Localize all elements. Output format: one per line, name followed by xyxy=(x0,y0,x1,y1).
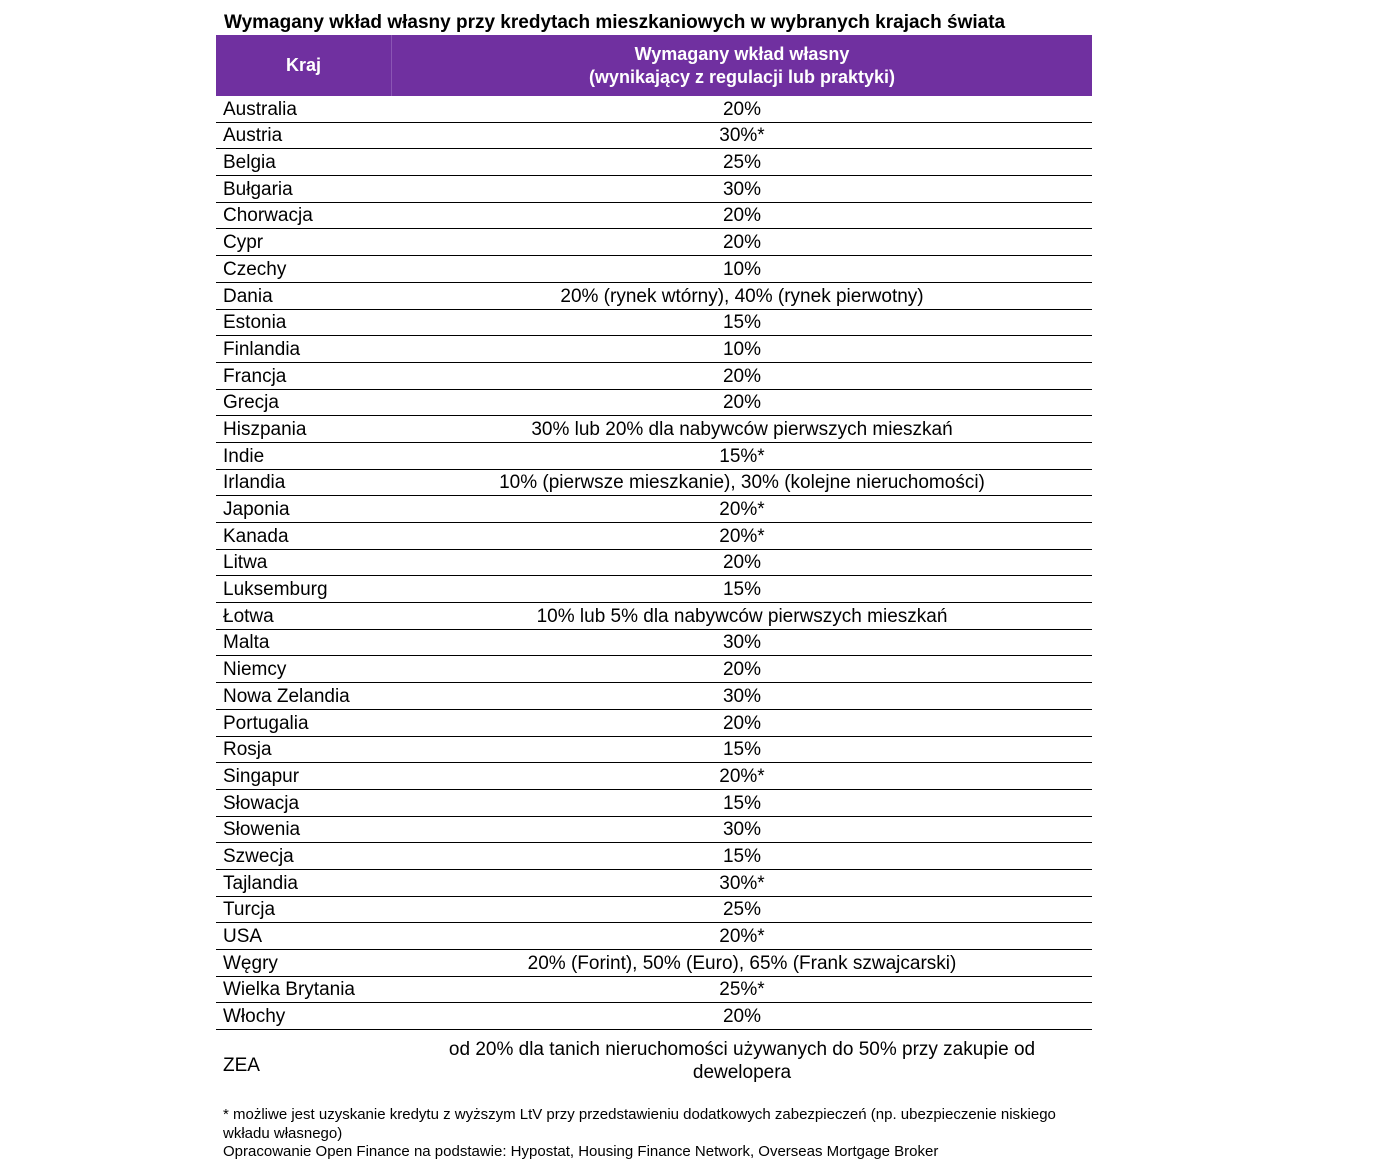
table-row xyxy=(216,470,1092,497)
table-row xyxy=(216,229,1092,256)
table-row xyxy=(216,737,1092,764)
footnote-source: Opracowanie Open Finance na podstawie: Hypostat, Housing Finance Network, Overseas Mortgage Broker xyxy=(223,1143,939,1160)
table-row xyxy=(216,630,1092,657)
table-row xyxy=(216,576,1092,603)
cell-down-payment: 15% xyxy=(722,739,762,761)
cell-down-payment: 30% xyxy=(722,685,762,707)
table-row xyxy=(216,256,1092,283)
table-row xyxy=(216,843,1092,870)
cell-country: Turcja xyxy=(223,899,276,921)
cell-down-payment: od 20% dla tanich nieruchomości używanych do 50% przy zakupie od dewelopera xyxy=(448,1039,1036,1084)
cell-country: Dania xyxy=(223,285,273,307)
table-row xyxy=(216,149,1092,176)
cell-country: Kanada xyxy=(223,525,289,547)
cell-country: Grecja xyxy=(223,392,279,414)
cell-country: Czechy xyxy=(223,258,287,280)
cell-country: Austria xyxy=(223,125,283,147)
cell-country: Japonia xyxy=(223,499,290,520)
table-row xyxy=(216,603,1092,630)
table-row xyxy=(216,1003,1092,1030)
cell-country: Australia xyxy=(223,98,297,120)
table-row xyxy=(216,523,1092,550)
cell-down-payment: 20% xyxy=(722,712,762,734)
cell-country: Słowenia xyxy=(223,819,301,841)
cell-down-payment: 15%* xyxy=(719,445,765,467)
cell-country: Hiszpania xyxy=(223,418,307,440)
cell-down-payment: 15% xyxy=(722,792,762,814)
cell-country: Portugalia xyxy=(223,712,309,734)
cell-country: Włochy xyxy=(223,1006,286,1028)
cell-down-payment: 30% xyxy=(722,819,762,841)
cell-country: Indie xyxy=(223,445,265,467)
cell-down-payment: 20% xyxy=(722,98,762,120)
cell-down-payment: 30% lub 20% dla nabywców pierwszych mieszkań xyxy=(531,418,953,440)
table-row xyxy=(216,977,1092,1004)
cell-down-payment: 10% lub 5% dla nabywców pierwszych mieszkań xyxy=(536,605,948,627)
table-row xyxy=(216,203,1092,230)
table-row xyxy=(216,710,1092,737)
table-row xyxy=(216,950,1092,977)
header-down-payment xyxy=(392,35,1092,96)
cell-down-payment: 20% xyxy=(722,365,762,387)
cell-down-payment: 30%* xyxy=(719,125,765,147)
cell-down-payment: 20% xyxy=(722,392,762,414)
cell-country: Francja xyxy=(223,365,287,387)
table-row xyxy=(216,496,1092,523)
cell-country: Chorwacja xyxy=(223,205,313,227)
cell-down-payment: 10% (pierwsze mieszkanie), 30% (kolejne nieruchomości) xyxy=(499,472,985,494)
cell-down-payment: 20%* xyxy=(719,525,765,547)
table-row xyxy=(216,283,1092,310)
table-row xyxy=(216,656,1092,683)
table-row xyxy=(216,390,1092,417)
cell-country: Nowa Zelandia xyxy=(223,685,350,707)
cell-down-payment: 20% (Forint), 50% (Euro), 65% (Frank szwajcarski) xyxy=(527,952,957,974)
table-row-zea xyxy=(216,1030,1092,1092)
cell-down-payment: 20% xyxy=(722,232,762,254)
cell-country: Irlandia xyxy=(223,472,286,494)
cell-down-payment: 15% xyxy=(722,579,762,601)
table-row xyxy=(216,790,1092,817)
cell-country: USA xyxy=(223,926,263,947)
cell-down-payment: 15% xyxy=(722,845,762,867)
table-row xyxy=(216,763,1092,790)
cell-country: Cypr xyxy=(223,232,264,254)
footnote-note: * możliwe jest uzyskanie kredytu z wyższym LtV przy przedstawieniu dodatkowych zabezpieczeń (np. ubezpieczenie niskiego wkładu własnego) xyxy=(223,1106,1056,1142)
cell-down-payment: 20%* xyxy=(719,926,765,947)
down-payment-table xyxy=(216,35,1092,1092)
table-header xyxy=(216,35,1092,96)
table-row xyxy=(216,416,1092,443)
cell-country: Słowacja xyxy=(223,792,300,814)
cell-down-payment: 25%* xyxy=(719,979,765,1001)
cell-country: Rosja xyxy=(223,739,272,761)
cell-down-payment: 20% xyxy=(722,205,762,227)
cell-down-payment: 30% xyxy=(722,178,762,200)
cell-country: Malta xyxy=(223,632,270,654)
cell-down-payment: 30%* xyxy=(719,872,765,894)
cell-down-payment: 20% xyxy=(722,1006,762,1028)
cell-down-payment: 10% xyxy=(722,258,762,280)
cell-down-payment: 20% (rynek wtórny), 40% (rynek pierwotny) xyxy=(560,285,924,307)
cell-down-payment: 15% xyxy=(722,312,762,334)
cell-country: Singapur xyxy=(223,765,300,787)
cell-country: Luksemburg xyxy=(223,579,328,601)
cell-down-payment: 20%* xyxy=(719,499,765,520)
table-row xyxy=(216,310,1092,337)
table-row xyxy=(216,897,1092,924)
table-row xyxy=(216,363,1092,390)
page-title: Wymagany wkład własny przy kredytach mieszkaniowych w wybranych krajach świata xyxy=(224,12,1006,33)
table-row xyxy=(216,443,1092,470)
cell-country: Łotwa xyxy=(223,605,274,627)
header-down-payment-line2: (wynikający z regulacji lub praktyki) xyxy=(588,66,896,87)
table-row xyxy=(216,123,1092,150)
cell-country: Szwecja xyxy=(223,845,294,867)
table-row xyxy=(216,96,1092,123)
table-row xyxy=(216,683,1092,710)
header-down-payment-line1: Wymagany wkład własny xyxy=(634,43,850,64)
table-row xyxy=(216,923,1092,950)
cell-country: Finlandia xyxy=(223,338,301,360)
cell-down-payment: 10% xyxy=(722,338,762,360)
cell-country: Bułgaria xyxy=(223,178,293,200)
cell-down-payment: 20%* xyxy=(719,765,765,787)
cell-down-payment: 30% xyxy=(722,632,762,654)
cell-down-payment: 20% xyxy=(722,659,762,681)
cell-down-payment: 25% xyxy=(722,899,762,921)
header-country: Kraj xyxy=(216,35,392,96)
cell-down-payment: 20% xyxy=(722,552,762,574)
cell-country: ZEA xyxy=(223,1055,260,1077)
table-body xyxy=(216,96,1092,1030)
table-row xyxy=(216,817,1092,844)
cell-country: Estonia xyxy=(223,312,287,334)
table-row xyxy=(216,176,1092,203)
table-row xyxy=(216,550,1092,577)
cell-country: Wielka Brytania xyxy=(223,979,355,1001)
cell-country: Litwa xyxy=(223,552,268,574)
cell-country: Węgry xyxy=(223,952,278,974)
table-row xyxy=(216,336,1092,363)
cell-country: Tajlandia xyxy=(223,872,298,894)
footnote xyxy=(223,1106,1083,1162)
table-row xyxy=(216,870,1092,897)
cell-country: Belgia xyxy=(223,152,276,174)
cell-country: Niemcy xyxy=(223,659,287,681)
cell-down-payment: 25% xyxy=(722,152,762,174)
